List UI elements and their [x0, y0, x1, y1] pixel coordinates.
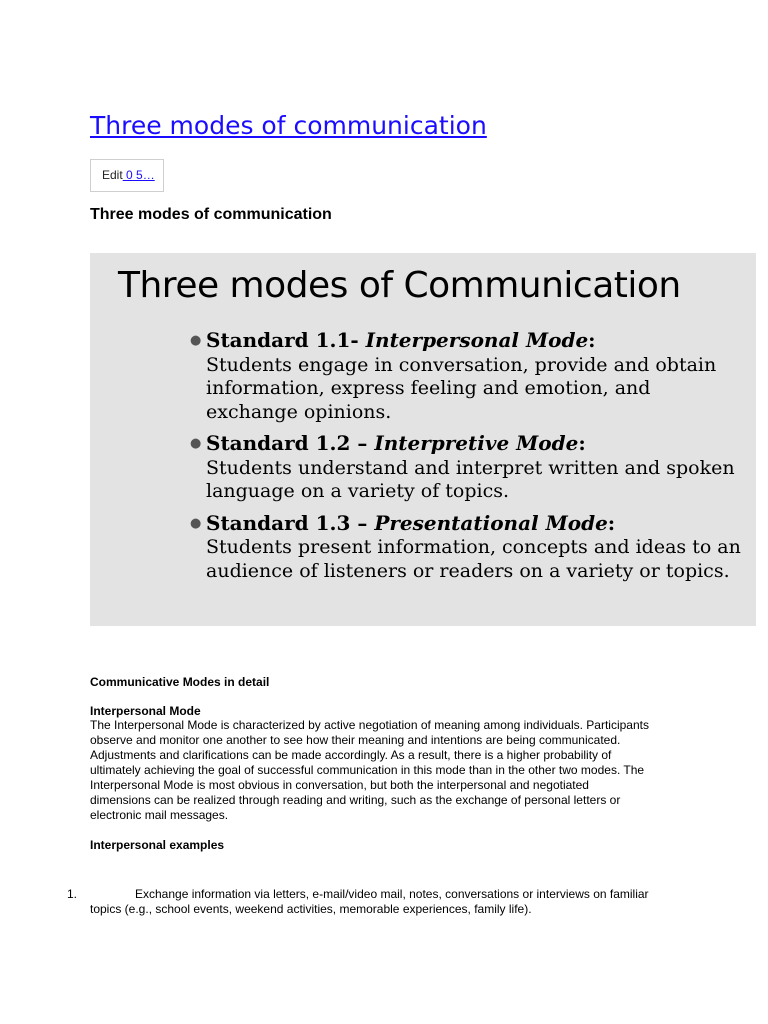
bullet-icon: ●: [190, 515, 202, 531]
standard-line: Students engage in conversation, provide and obtain: [206, 353, 717, 376]
list-item: [67, 887, 707, 917]
slide-image: [90, 253, 756, 626]
bullet-icon: ●: [190, 333, 202, 348]
edit-label: Edit: [102, 168, 123, 182]
edit-link[interactable]: 0 5…: [122, 168, 155, 182]
bullet-icon: ●: [190, 436, 202, 451]
standard-line: information, express feeling and emotion, and: [206, 377, 651, 399]
paragraph-line: electronic mail messages.: [90, 808, 229, 822]
examples-heading: Interpersonal examples: [90, 838, 225, 852]
edit-box: [90, 159, 164, 192]
standard-heading: Standard 1.1- Interpersonal Mode:: [206, 328, 596, 352]
interpersonal-heading: Interpersonal Mode: [90, 704, 201, 718]
paragraph-line: Adjustments and clarifications can be made accordingly. As a result, there is a higher probability of: [90, 748, 612, 762]
list-item-text: topics (e.g., school events, weekend activities, memorable experiences, family life).: [90, 902, 532, 916]
standard-item: [190, 328, 752, 424]
list-item-text: Exchange information via letters, e-mail/video mail, notes, conversations or interviews on familiar: [135, 887, 649, 901]
standard-line: exchange opinions.: [206, 400, 392, 423]
slide-title: Three modes of Communication: [118, 265, 681, 306]
standard-line: audience of listeners or readers on a variety or topics.: [206, 559, 730, 582]
paragraph-line: observe and monitor one another to see how their meaning and intentions are being communicated.: [90, 733, 621, 747]
standard-heading: Standard 1.2 – Interpretive Mode:: [206, 431, 586, 455]
paragraph-line: ultimately achieving the goal of successful communication in this mode than in the other two modes. The: [90, 763, 645, 777]
page-title[interactable]: Three modes of communication: [90, 111, 487, 140]
interpersonal-paragraph: [90, 718, 690, 823]
paragraph-line: dimensions can be realized through reading and writing, such as the exchange of personal letters or: [90, 793, 621, 807]
standards-list: [190, 328, 752, 591]
paragraph-line: Interpersonal Mode is most obvious in conversation, but both the interpersonal and negotiated: [90, 778, 589, 792]
standard-heading: Standard 1.3 – Presentational Mode:: [206, 510, 616, 535]
standard-line: language on a variety of topics.: [206, 480, 510, 502]
standard-item: [190, 510, 752, 584]
section-heading: Three modes of communication: [90, 206, 332, 223]
standard-item: [190, 431, 752, 504]
standard-line: Students present information, concepts and ideas to an: [206, 536, 741, 558]
list-item-number: 1.: [67, 887, 78, 901]
standard-line: Students understand and interpret written and spoken: [206, 456, 735, 479]
detail-heading: Communicative Modes in detail: [90, 675, 270, 689]
paragraph-line: The Interpersonal Mode is characterized by active negotiation of meaning among individuals. Participants: [90, 718, 649, 732]
